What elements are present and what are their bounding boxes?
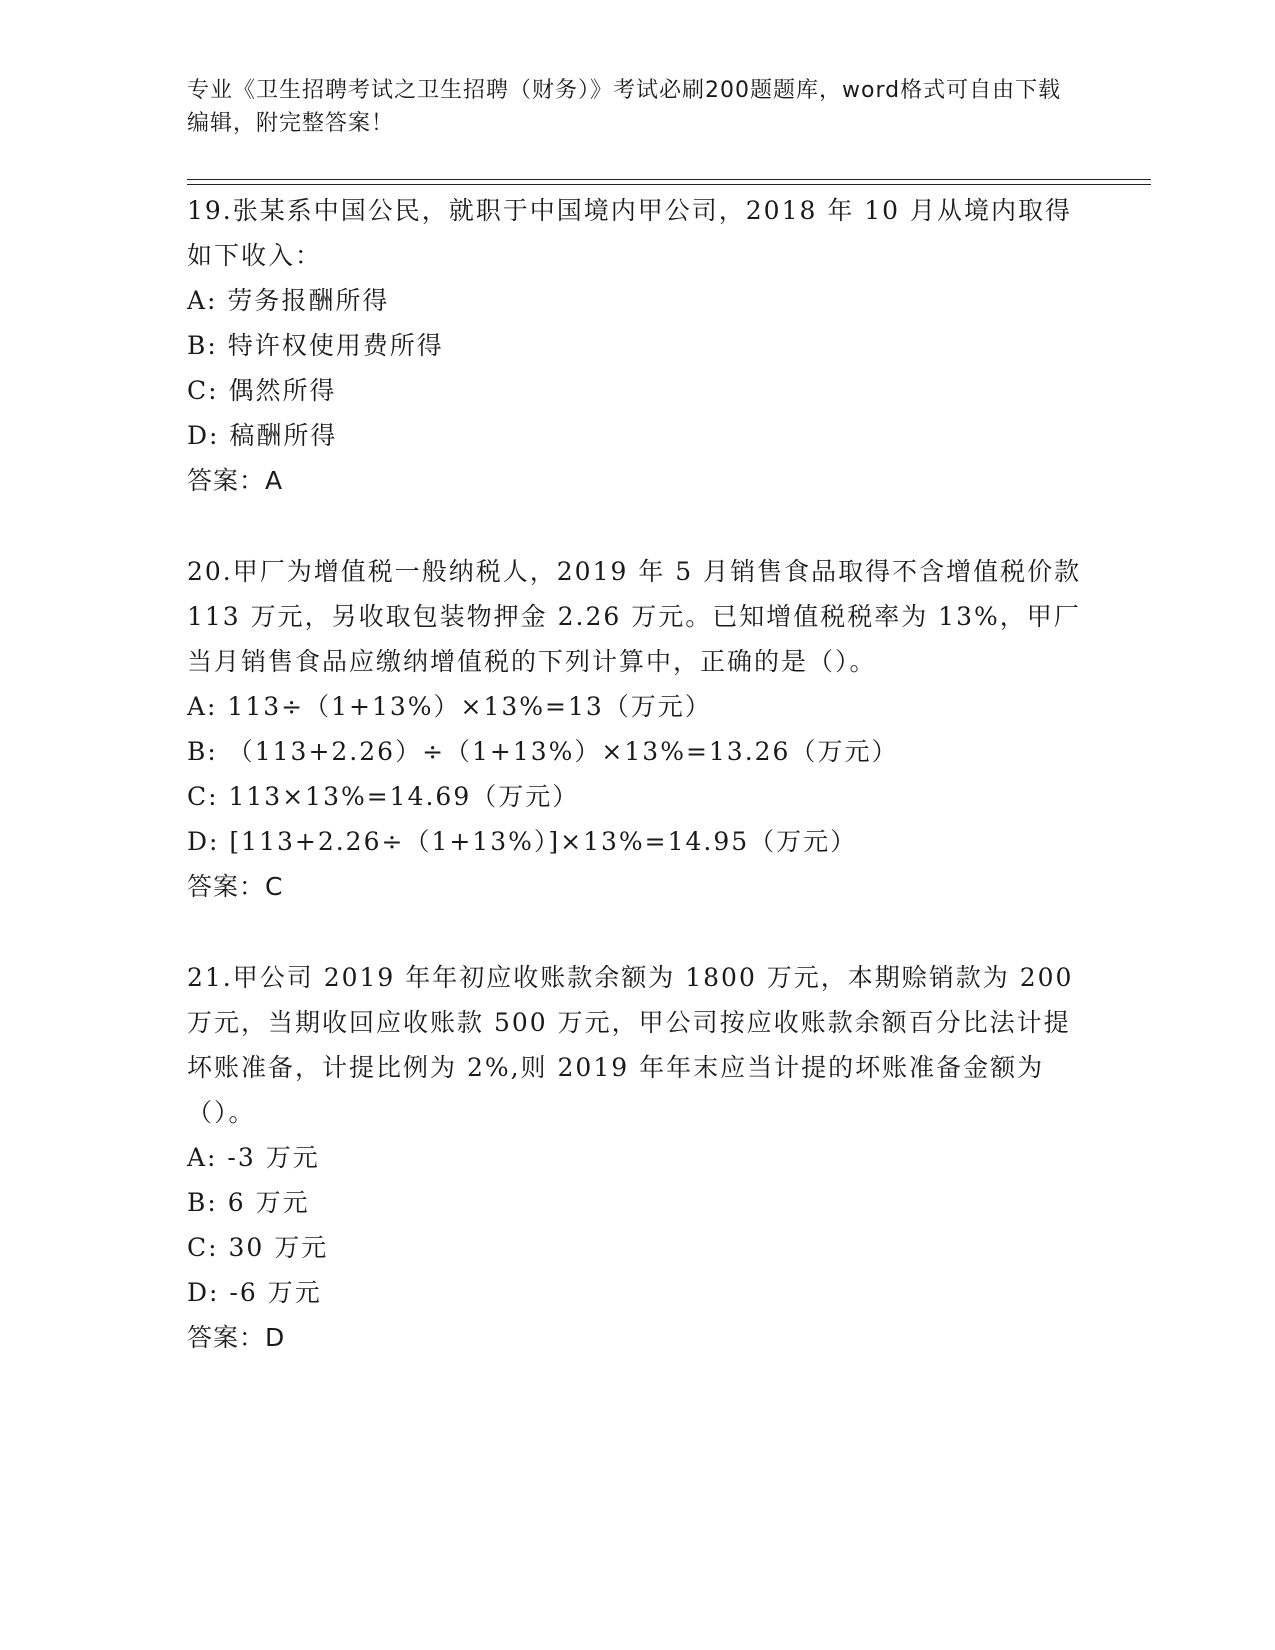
answer-label: 答案：A <box>187 466 284 495</box>
question-stem: 21.甲公司 2019 年年初应收账款余额为 1800 万元，本期赊销款为 200 万元，当期收回应收账款 500 万元，甲公司按应收账款余额百分比法计提坏账准备，计提比例为 2%,则 2019 年年末应当计提的坏账准备金额为（）。 <box>187 963 1074 1127</box>
question-19 <box>187 188 1087 503</box>
header-rule-bottom <box>187 184 1151 185</box>
option-d: D: [113+2.26÷（1+13%）]×13%=14.95（万元） <box>187 827 858 856</box>
option-b: B: （113+2.26）÷（1+13%）×13%=13.26（万元） <box>187 737 899 766</box>
option-b: B: 特许权使用费所得 <box>187 331 444 360</box>
option-d: D: 稿酬所得 <box>187 421 338 450</box>
question-stem: 19.张某系中国公民，就职于中国境内甲公司，2018 年 10 月从境内取得如下收入： <box>187 196 1073 270</box>
question-20 <box>187 549 1087 909</box>
option-a: A: 113÷（1+13%）×13%=13（万元） <box>187 692 712 721</box>
spacer <box>187 909 1087 955</box>
option-a: A: 劳务报酬所得 <box>187 286 390 315</box>
document-header: 专业《卫生招聘考试之卫生招聘（财务）》考试必刷200题题库，word格式可自由下载编辑，附完整答案！ <box>187 78 1062 136</box>
spacer <box>187 503 1087 549</box>
question-21 <box>187 955 1087 1360</box>
option-c: C: 偶然所得 <box>187 376 337 405</box>
question-stem: 20.甲厂为增值税一般纳税人，2019 年 5 月销售食品取得不含增值税价款 113 万元，另收取包装物押金 2.26 万元。已知增值税税率为 13%，甲厂当月销售食品应缴纳增值税的下列计算中，正确的是（）。 <box>187 557 1082 676</box>
option-a: A: -3 万元 <box>187 1143 320 1172</box>
option-c: C: 30 万元 <box>187 1233 329 1262</box>
option-d: D: -6 万元 <box>187 1278 322 1307</box>
option-b: B: 6 万元 <box>187 1188 310 1217</box>
answer-label: 答案：C <box>187 872 284 901</box>
header-rule-top <box>187 179 1151 180</box>
option-c: C: 113×13%=14.69（万元） <box>187 782 580 811</box>
question-list <box>187 188 1087 1360</box>
answer-label: 答案：D <box>187 1323 286 1352</box>
